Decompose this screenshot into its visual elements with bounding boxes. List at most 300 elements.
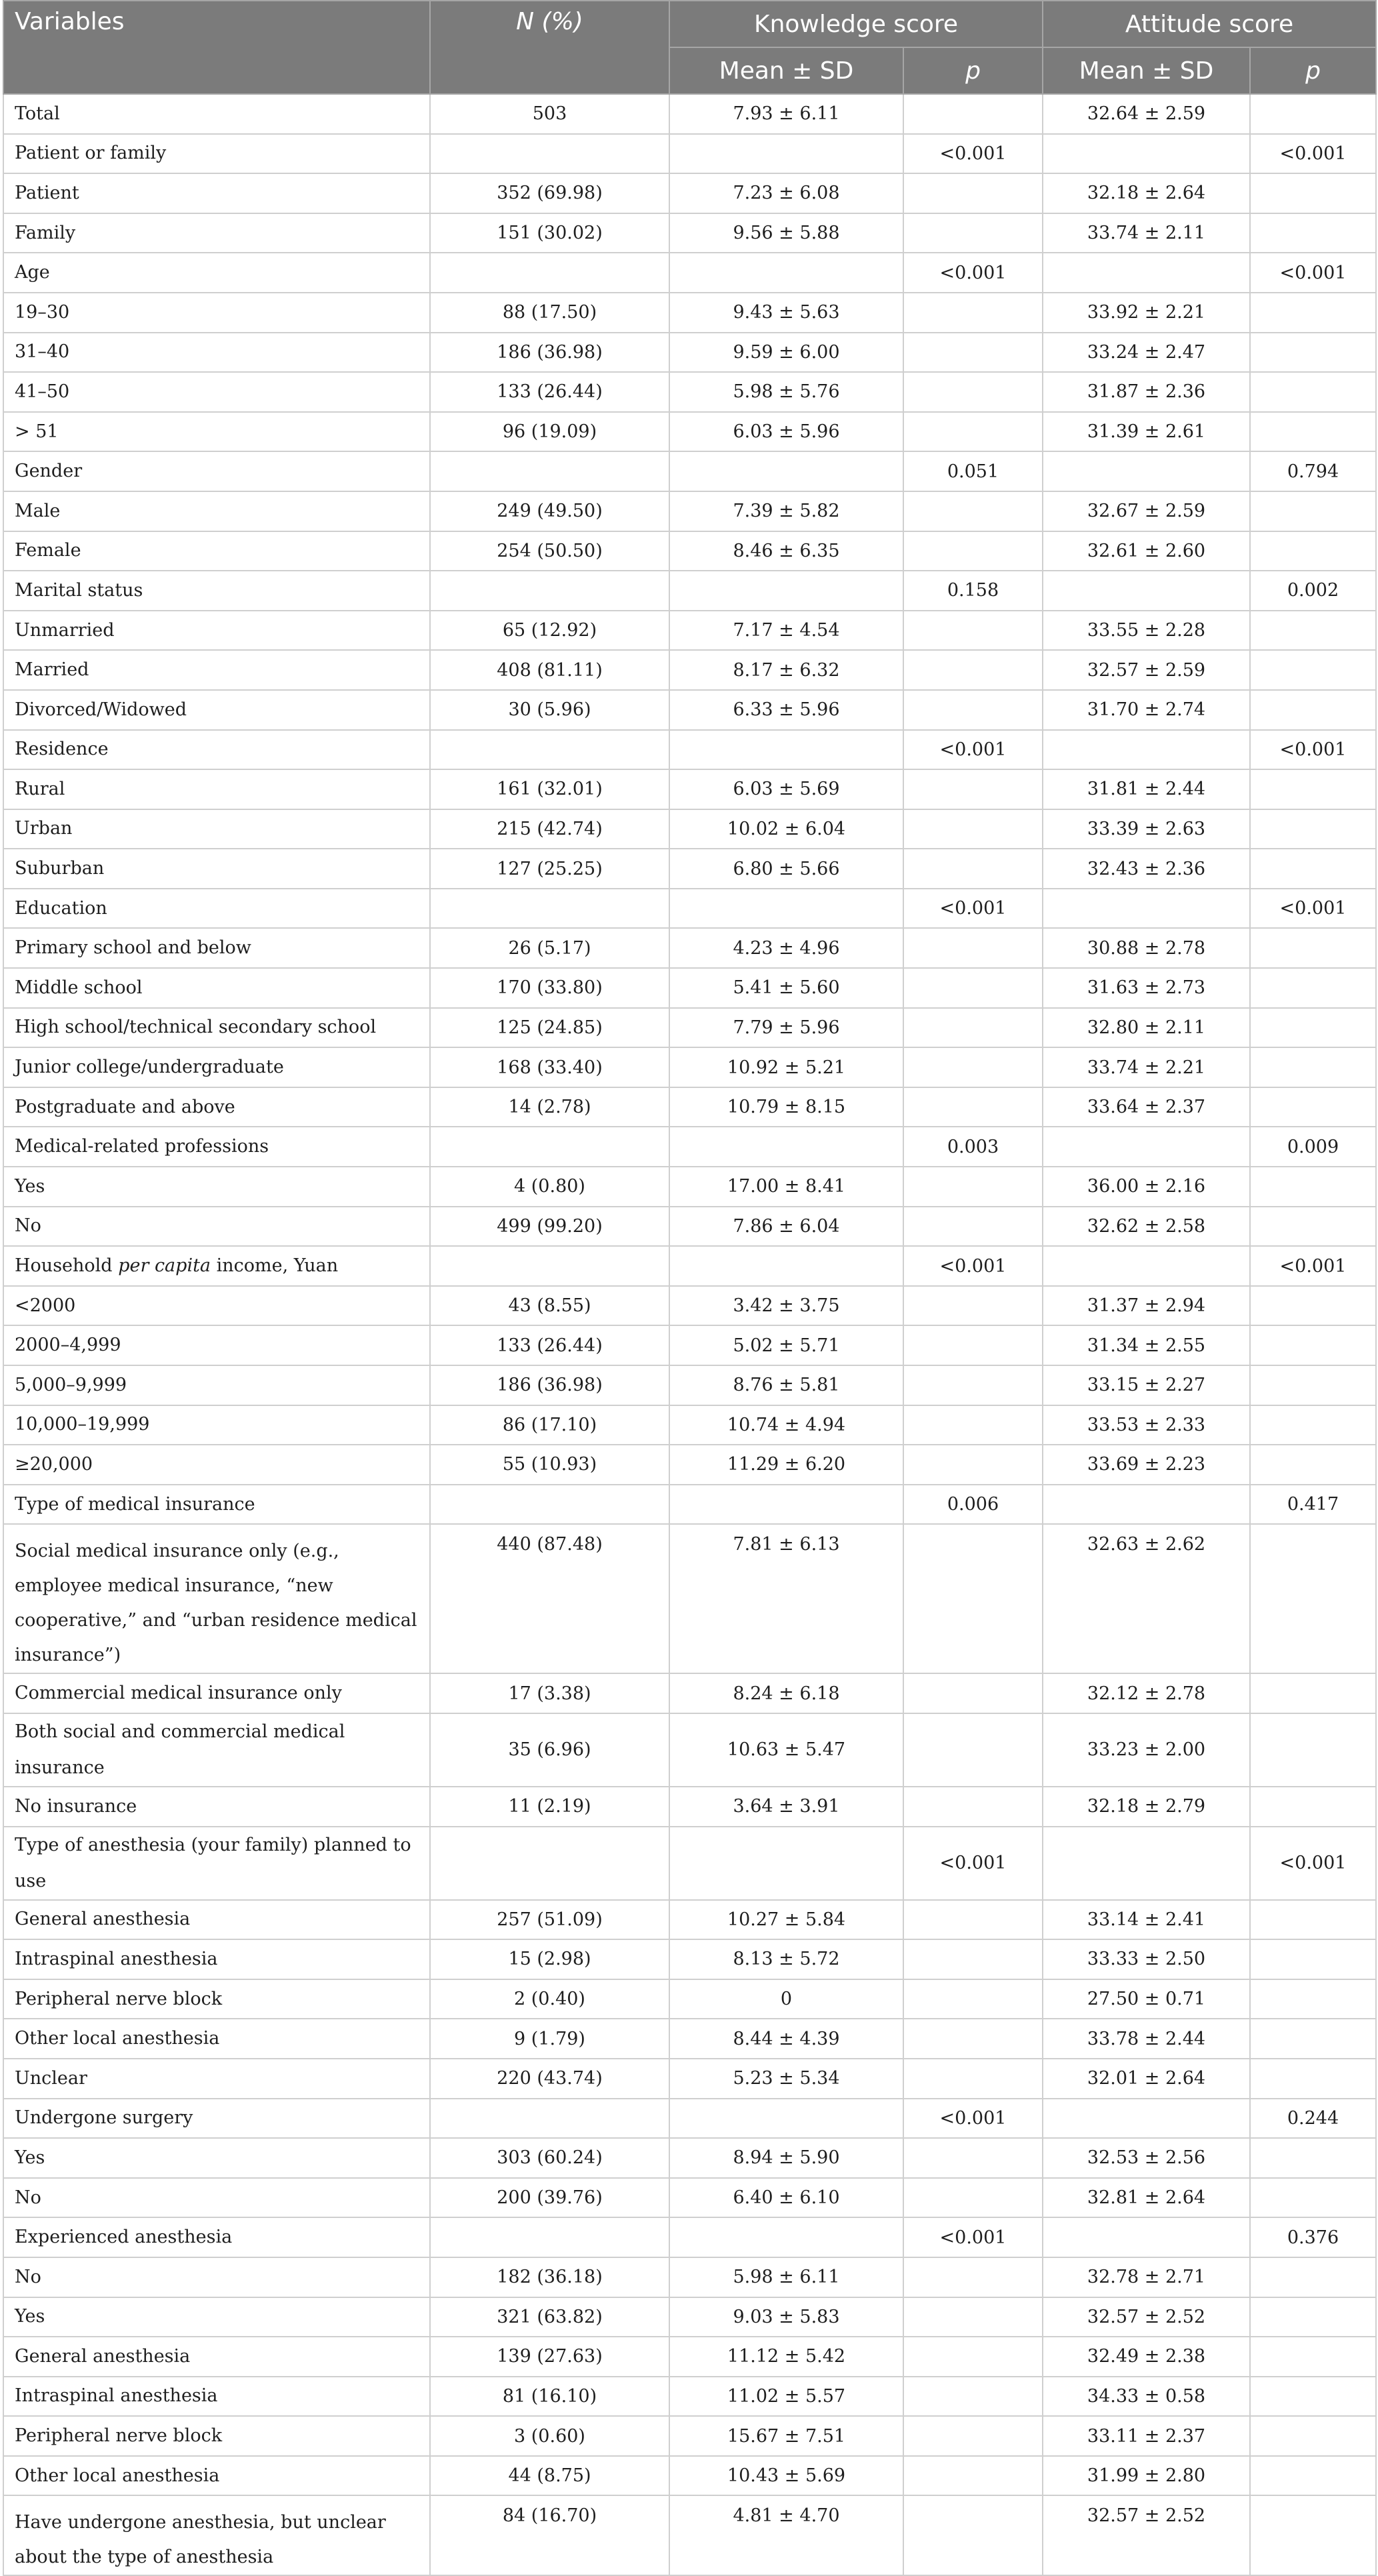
table-row bbox=[3, 1787, 1376, 1827]
row-label-cell: 41–50 bbox=[3, 372, 430, 412]
row-label-cell: Female bbox=[3, 531, 430, 571]
table-row bbox=[3, 491, 1376, 531]
row-n-cell: 161 (32.01) bbox=[430, 769, 669, 809]
row-label-cell: Have undergone anesthesia, but unclear about the type of anesthesia bbox=[3, 2495, 430, 2575]
table-row bbox=[3, 412, 1376, 452]
row-attitude-p-cell bbox=[1250, 690, 1376, 730]
row-knowledge-p-cell bbox=[903, 1524, 1043, 1673]
row-knowledge-mean-cell: 4.23 ± 4.96 bbox=[669, 928, 903, 968]
row-knowledge-mean-cell: 8.44 ± 4.39 bbox=[669, 2019, 903, 2059]
row-n-cell bbox=[430, 134, 669, 174]
row-label-cell: Total bbox=[3, 94, 430, 134]
row-attitude-p-cell: 0.244 bbox=[1250, 2099, 1376, 2139]
row-label-cell: 2000–4,999 bbox=[3, 1325, 430, 1365]
data-table bbox=[3, 0, 1377, 2576]
row-n-cell: 43 (8.55) bbox=[430, 1286, 669, 1326]
row-knowledge-mean-cell: 8.13 ± 5.72 bbox=[669, 1939, 903, 1979]
row-knowledge-p-cell: <0.001 bbox=[903, 253, 1043, 293]
header-variables: Variables bbox=[3, 1, 430, 94]
row-attitude-p-cell bbox=[1250, 2456, 1376, 2496]
row-knowledge-mean-cell bbox=[669, 134, 903, 174]
row-label-cell: Suburban bbox=[3, 849, 430, 889]
row-knowledge-p-cell bbox=[903, 1673, 1043, 1713]
row-knowledge-p-cell bbox=[903, 611, 1043, 651]
row-knowledge-mean-cell: 10.79 ± 8.15 bbox=[669, 1087, 903, 1127]
row-attitude-p-cell: 0.417 bbox=[1250, 1485, 1376, 1525]
row-label-cell: No bbox=[3, 2257, 430, 2297]
table-row bbox=[3, 1325, 1376, 1365]
row-knowledge-p-cell bbox=[903, 928, 1043, 968]
row-n-cell: 17 (3.38) bbox=[430, 1673, 669, 1713]
row-knowledge-mean-cell: 7.39 ± 5.82 bbox=[669, 491, 903, 531]
row-knowledge-p-cell bbox=[903, 333, 1043, 373]
row-knowledge-mean-cell: 11.29 ± 6.20 bbox=[669, 1445, 903, 1485]
row-knowledge-mean-cell: 9.59 ± 6.00 bbox=[669, 333, 903, 373]
table-row bbox=[3, 2059, 1376, 2099]
row-label-cell: Social medical insurance only (e.g., employee medical insurance, “new cooperative,” and “urban residence medical insurance”) bbox=[3, 1524, 430, 1673]
header-attitude-mean-sd: Mean ± SD bbox=[1043, 47, 1250, 94]
row-label-cell: General anesthesia bbox=[3, 1900, 430, 1940]
row-knowledge-mean-cell bbox=[669, 889, 903, 929]
row-label-cell: 10,000–19,999 bbox=[3, 1405, 430, 1445]
row-attitude-p-cell: <0.001 bbox=[1250, 1246, 1376, 1286]
row-attitude-p-cell: <0.001 bbox=[1250, 1827, 1376, 1900]
table-row bbox=[3, 611, 1376, 651]
row-knowledge-mean-cell: 5.41 ± 5.60 bbox=[669, 968, 903, 1008]
row-attitude-mean-cell: 32.63 ± 2.62 bbox=[1043, 1524, 1250, 1673]
table-row bbox=[3, 333, 1376, 373]
row-attitude-mean-cell bbox=[1043, 571, 1250, 611]
table-row bbox=[3, 1713, 1376, 1787]
table-row bbox=[3, 1445, 1376, 1485]
row-n-cell: 86 (17.10) bbox=[430, 1405, 669, 1445]
row-attitude-mean-cell: 32.81 ± 2.64 bbox=[1043, 2178, 1250, 2218]
row-n-cell: 220 (43.74) bbox=[430, 2059, 669, 2099]
row-knowledge-p-cell: <0.001 bbox=[903, 1246, 1043, 1286]
row-n-cell: 186 (36.98) bbox=[430, 333, 669, 373]
row-n-cell bbox=[430, 1127, 669, 1167]
row-n-cell: 30 (5.96) bbox=[430, 690, 669, 730]
row-knowledge-mean-cell: 6.33 ± 5.96 bbox=[669, 690, 903, 730]
table-row bbox=[3, 213, 1376, 253]
table-row bbox=[3, 2099, 1376, 2139]
row-attitude-p-cell bbox=[1250, 2377, 1376, 2417]
row-attitude-p-cell bbox=[1250, 1087, 1376, 1127]
row-attitude-p-cell bbox=[1250, 531, 1376, 571]
row-attitude-mean-cell: 33.53 ± 2.33 bbox=[1043, 1405, 1250, 1445]
row-attitude-p-cell bbox=[1250, 2257, 1376, 2297]
row-knowledge-p-cell: <0.001 bbox=[903, 1827, 1043, 1900]
table-row bbox=[3, 889, 1376, 929]
row-label-cell: Intraspinal anesthesia bbox=[3, 1939, 430, 1979]
row-knowledge-p-cell bbox=[903, 2416, 1043, 2456]
row-label-cell: Junior college/undergraduate bbox=[3, 1047, 430, 1087]
row-knowledge-p-cell bbox=[903, 809, 1043, 849]
row-knowledge-mean-cell: 3.42 ± 3.75 bbox=[669, 1286, 903, 1326]
row-label-cell: Yes bbox=[3, 1167, 430, 1207]
row-knowledge-p-cell: 0.158 bbox=[903, 571, 1043, 611]
row-knowledge-mean-cell: 5.02 ± 5.71 bbox=[669, 1325, 903, 1365]
row-attitude-mean-cell: 30.88 ± 2.78 bbox=[1043, 928, 1250, 968]
row-n-cell: 200 (39.76) bbox=[430, 2178, 669, 2218]
row-attitude-p-cell bbox=[1250, 2416, 1376, 2456]
row-attitude-mean-cell: 32.57 ± 2.52 bbox=[1043, 2495, 1250, 2575]
row-knowledge-mean-cell bbox=[669, 730, 903, 770]
row-attitude-p-cell bbox=[1250, 1207, 1376, 1247]
row-knowledge-mean-cell: 8.24 ± 6.18 bbox=[669, 1673, 903, 1713]
table-row bbox=[3, 690, 1376, 730]
row-knowledge-mean-cell: 7.23 ± 6.08 bbox=[669, 173, 903, 213]
row-n-cell: 15 (2.98) bbox=[430, 1939, 669, 1979]
table-row bbox=[3, 1979, 1376, 2019]
row-n-cell: 321 (63.82) bbox=[430, 2297, 669, 2337]
row-attitude-p-cell bbox=[1250, 1405, 1376, 1445]
row-n-cell: 11 (2.19) bbox=[430, 1787, 669, 1827]
row-label-text: Household bbox=[15, 1255, 113, 1277]
row-knowledge-p-cell bbox=[903, 1900, 1043, 1940]
row-attitude-mean-cell: 33.64 ± 2.37 bbox=[1043, 1087, 1250, 1127]
row-knowledge-p-cell bbox=[903, 968, 1043, 1008]
row-knowledge-p-cell bbox=[903, 412, 1043, 452]
table-row bbox=[3, 2019, 1376, 2059]
row-label-cell: General anesthesia bbox=[3, 2337, 430, 2377]
row-attitude-p-cell: <0.001 bbox=[1250, 889, 1376, 929]
row-knowledge-p-cell bbox=[903, 1087, 1043, 1127]
row-knowledge-p-cell bbox=[903, 491, 1043, 531]
row-knowledge-mean-cell: 10.74 ± 4.94 bbox=[669, 1405, 903, 1445]
row-n-cell: 35 (6.96) bbox=[430, 1713, 669, 1787]
row-knowledge-mean-cell bbox=[669, 1827, 903, 1900]
table-row bbox=[3, 94, 1376, 134]
row-knowledge-mean-cell: 11.02 ± 5.57 bbox=[669, 2377, 903, 2417]
row-knowledge-mean-cell bbox=[669, 2217, 903, 2257]
row-knowledge-p-cell bbox=[903, 769, 1043, 809]
row-n-cell: 499 (99.20) bbox=[430, 1207, 669, 1247]
row-n-cell: 55 (10.93) bbox=[430, 1445, 669, 1485]
row-attitude-mean-cell: 33.33 ± 2.50 bbox=[1043, 1939, 1250, 1979]
row-knowledge-mean-cell: 5.23 ± 5.34 bbox=[669, 2059, 903, 2099]
row-label-cell: 19–30 bbox=[3, 293, 430, 333]
table-row bbox=[3, 1246, 1376, 1286]
row-label-cell: Family bbox=[3, 213, 430, 253]
row-knowledge-p-cell bbox=[903, 1047, 1043, 1087]
row-label-cell: Middle school bbox=[3, 968, 430, 1008]
row-knowledge-mean-cell: 5.98 ± 5.76 bbox=[669, 372, 903, 412]
row-knowledge-p-cell bbox=[903, 2257, 1043, 2297]
row-n-cell: 254 (50.50) bbox=[430, 531, 669, 571]
table-row bbox=[3, 2257, 1376, 2297]
row-label-cell: Rural bbox=[3, 769, 430, 809]
header-attitude-score: Attitude score bbox=[1043, 1, 1376, 47]
row-n-cell: 127 (25.25) bbox=[430, 849, 669, 889]
row-attitude-mean-cell bbox=[1043, 889, 1250, 929]
row-attitude-p-cell bbox=[1250, 1167, 1376, 1207]
row-n-cell: 2 (0.40) bbox=[430, 1979, 669, 2019]
row-attitude-mean-cell: 31.34 ± 2.55 bbox=[1043, 1325, 1250, 1365]
row-knowledge-mean-cell: 8.76 ± 5.81 bbox=[669, 1365, 903, 1405]
header-attitude-p-text: p bbox=[1305, 57, 1321, 85]
row-attitude-mean-cell: 32.64 ± 2.59 bbox=[1043, 94, 1250, 134]
row-attitude-mean-cell: 33.23 ± 2.00 bbox=[1043, 1713, 1250, 1787]
row-attitude-mean-cell bbox=[1043, 451, 1250, 491]
row-attitude-mean-cell: 31.63 ± 2.73 bbox=[1043, 968, 1250, 1008]
table-row bbox=[3, 769, 1376, 809]
row-knowledge-mean-cell: 6.80 ± 5.66 bbox=[669, 849, 903, 889]
row-n-cell: 65 (12.92) bbox=[430, 611, 669, 651]
row-attitude-mean-cell: 36.00 ± 2.16 bbox=[1043, 1167, 1250, 1207]
row-attitude-mean-cell: 31.99 ± 2.80 bbox=[1043, 2456, 1250, 2496]
row-knowledge-p-cell bbox=[903, 1167, 1043, 1207]
table-row bbox=[3, 2178, 1376, 2218]
row-label-cell bbox=[3, 1246, 430, 1286]
row-knowledge-mean-cell: 6.03 ± 5.69 bbox=[669, 769, 903, 809]
row-attitude-p-cell bbox=[1250, 173, 1376, 213]
row-label-rest: income, Yuan bbox=[216, 1255, 339, 1277]
table-row bbox=[3, 1827, 1376, 1900]
row-label-cell: No insurance bbox=[3, 1787, 430, 1827]
row-n-cell: 303 (60.24) bbox=[430, 2138, 669, 2178]
row-n-cell: 139 (27.63) bbox=[430, 2337, 669, 2377]
table-row bbox=[3, 1207, 1376, 1247]
row-knowledge-mean-cell: 7.79 ± 5.96 bbox=[669, 1008, 903, 1048]
row-n-cell: 125 (24.85) bbox=[430, 1008, 669, 1048]
row-knowledge-mean-cell: 5.98 ± 6.11 bbox=[669, 2257, 903, 2297]
row-knowledge-p-cell bbox=[903, 849, 1043, 889]
row-attitude-p-cell bbox=[1250, 213, 1376, 253]
row-attitude-p-cell bbox=[1250, 1365, 1376, 1405]
row-attitude-p-cell bbox=[1250, 928, 1376, 968]
row-label-cell: Type of medical insurance bbox=[3, 1485, 430, 1525]
row-label-cell: Peripheral nerve block bbox=[3, 2416, 430, 2456]
table-row bbox=[3, 2456, 1376, 2496]
row-knowledge-mean-cell: 10.43 ± 5.69 bbox=[669, 2456, 903, 2496]
row-knowledge-p-cell bbox=[903, 1008, 1043, 1048]
row-knowledge-p-cell: 0.006 bbox=[903, 1485, 1043, 1525]
row-attitude-p-cell bbox=[1250, 412, 1376, 452]
row-attitude-mean-cell: 32.53 ± 2.56 bbox=[1043, 2138, 1250, 2178]
header-knowledge-mean-sd: Mean ± SD bbox=[669, 47, 903, 94]
row-attitude-mean-cell: 27.50 ± 0.71 bbox=[1043, 1979, 1250, 2019]
row-n-cell bbox=[430, 730, 669, 770]
table-row bbox=[3, 1286, 1376, 1326]
row-attitude-p-cell: 0.376 bbox=[1250, 2217, 1376, 2257]
row-attitude-p-cell bbox=[1250, 611, 1376, 651]
row-attitude-p-cell bbox=[1250, 1713, 1376, 1787]
row-n-cell bbox=[430, 2099, 669, 2139]
row-attitude-p-cell bbox=[1250, 650, 1376, 690]
row-knowledge-p-cell: <0.001 bbox=[903, 2099, 1043, 2139]
row-knowledge-p-cell: <0.001 bbox=[903, 730, 1043, 770]
row-label-cell: Married bbox=[3, 650, 430, 690]
table-row bbox=[3, 134, 1376, 174]
row-n-cell: 88 (17.50) bbox=[430, 293, 669, 333]
row-attitude-p-cell: <0.001 bbox=[1250, 253, 1376, 293]
row-attitude-mean-cell: 31.70 ± 2.74 bbox=[1043, 690, 1250, 730]
row-knowledge-mean-cell bbox=[669, 1246, 903, 1286]
row-label-cell: Yes bbox=[3, 2138, 430, 2178]
row-attitude-p-cell bbox=[1250, 372, 1376, 412]
row-n-cell: 44 (8.75) bbox=[430, 2456, 669, 2496]
row-attitude-p-cell bbox=[1250, 2138, 1376, 2178]
row-knowledge-p-cell bbox=[903, 94, 1043, 134]
row-knowledge-mean-cell bbox=[669, 451, 903, 491]
row-label-cell: Medical-related professions bbox=[3, 1127, 430, 1167]
row-n-cell bbox=[430, 1246, 669, 1286]
row-label-cell: Other local anesthesia bbox=[3, 2019, 430, 2059]
table-row bbox=[3, 293, 1376, 333]
row-attitude-p-cell bbox=[1250, 1047, 1376, 1087]
row-n-cell: 133 (26.44) bbox=[430, 1325, 669, 1365]
row-knowledge-p-cell bbox=[903, 1286, 1043, 1326]
table-row bbox=[3, 1127, 1376, 1167]
table-row bbox=[3, 1167, 1376, 1207]
row-attitude-mean-cell: 32.12 ± 2.78 bbox=[1043, 1673, 1250, 1713]
row-knowledge-p-cell: <0.001 bbox=[903, 2217, 1043, 2257]
row-n-cell: 168 (33.40) bbox=[430, 1047, 669, 1087]
table-row bbox=[3, 1405, 1376, 1445]
row-attitude-p-cell: 0.794 bbox=[1250, 451, 1376, 491]
row-label-cell: Postgraduate and above bbox=[3, 1087, 430, 1127]
row-knowledge-mean-cell: 9.43 ± 5.63 bbox=[669, 293, 903, 333]
row-n-cell: 96 (19.09) bbox=[430, 412, 669, 452]
row-n-cell: 503 bbox=[430, 94, 669, 134]
row-attitude-mean-cell: 33.74 ± 2.21 bbox=[1043, 1047, 1250, 1087]
row-n-cell: 186 (36.98) bbox=[430, 1365, 669, 1405]
row-knowledge-p-cell: <0.001 bbox=[903, 889, 1043, 929]
row-n-cell bbox=[430, 571, 669, 611]
row-attitude-p-cell bbox=[1250, 1787, 1376, 1827]
row-attitude-mean-cell: 33.11 ± 2.37 bbox=[1043, 2416, 1250, 2456]
row-knowledge-p-cell bbox=[903, 1787, 1043, 1827]
row-label-cell: Commercial medical insurance only bbox=[3, 1673, 430, 1713]
row-knowledge-p-cell bbox=[903, 531, 1043, 571]
row-attitude-p-cell bbox=[1250, 968, 1376, 1008]
row-knowledge-mean-cell: 9.03 ± 5.83 bbox=[669, 2297, 903, 2337]
row-n-cell: 81 (16.10) bbox=[430, 2377, 669, 2417]
row-knowledge-p-cell bbox=[903, 650, 1043, 690]
table-row bbox=[3, 2217, 1376, 2257]
row-attitude-p-cell bbox=[1250, 1524, 1376, 1673]
row-label-cell: Patient bbox=[3, 173, 430, 213]
row-attitude-p-cell bbox=[1250, 2178, 1376, 2218]
row-label-cell: Urban bbox=[3, 809, 430, 849]
row-n-cell: 182 (36.18) bbox=[430, 2257, 669, 2297]
row-attitude-mean-cell: 32.78 ± 2.71 bbox=[1043, 2257, 1250, 2297]
row-n-cell: 215 (42.74) bbox=[430, 809, 669, 849]
row-label-cell: 5,000–9,999 bbox=[3, 1365, 430, 1405]
row-n-cell: 84 (16.70) bbox=[430, 2495, 669, 2575]
table-row bbox=[3, 2377, 1376, 2417]
row-attitude-p-cell bbox=[1250, 2019, 1376, 2059]
row-n-cell: 352 (69.98) bbox=[430, 173, 669, 213]
row-attitude-mean-cell: 32.49 ± 2.38 bbox=[1043, 2337, 1250, 2377]
table-row bbox=[3, 173, 1376, 213]
row-knowledge-mean-cell bbox=[669, 253, 903, 293]
row-label-cell: Education bbox=[3, 889, 430, 929]
row-knowledge-mean-cell: 7.93 ± 6.11 bbox=[669, 94, 903, 134]
row-n-cell: 14 (2.78) bbox=[430, 1087, 669, 1127]
row-label-cell: Other local anesthesia bbox=[3, 2456, 430, 2496]
table-row bbox=[3, 372, 1376, 412]
table-row bbox=[3, 1485, 1376, 1525]
row-label-cell: High school/technical secondary school bbox=[3, 1008, 430, 1048]
header-knowledge-score: Knowledge score bbox=[669, 1, 1043, 47]
table-row bbox=[3, 2495, 1376, 2575]
row-attitude-mean-cell: 31.39 ± 2.61 bbox=[1043, 412, 1250, 452]
row-attitude-mean-cell: 33.74 ± 2.11 bbox=[1043, 213, 1250, 253]
row-knowledge-mean-cell: 11.12 ± 5.42 bbox=[669, 2337, 903, 2377]
row-n-cell: 257 (51.09) bbox=[430, 1900, 669, 1940]
row-attitude-mean-cell: 32.57 ± 2.59 bbox=[1043, 650, 1250, 690]
table-row bbox=[3, 1524, 1376, 1673]
row-knowledge-p-cell bbox=[903, 1445, 1043, 1485]
row-n-cell: 408 (81.11) bbox=[430, 650, 669, 690]
row-attitude-mean-cell: 32.18 ± 2.79 bbox=[1043, 1787, 1250, 1827]
row-label-cell: 31–40 bbox=[3, 333, 430, 373]
row-attitude-mean-cell: 33.78 ± 2.44 bbox=[1043, 2019, 1250, 2059]
table-row bbox=[3, 968, 1376, 1008]
row-attitude-mean-cell: 32.57 ± 2.52 bbox=[1043, 2297, 1250, 2337]
table-row bbox=[3, 849, 1376, 889]
header-attitude-p bbox=[1250, 47, 1376, 94]
row-attitude-p-cell: <0.001 bbox=[1250, 134, 1376, 174]
row-knowledge-mean-cell: 10.27 ± 5.84 bbox=[669, 1900, 903, 1940]
row-knowledge-mean-cell: 7.17 ± 4.54 bbox=[669, 611, 903, 651]
table-row bbox=[3, 2297, 1376, 2337]
row-attitude-mean-cell: 34.33 ± 0.58 bbox=[1043, 2377, 1250, 2417]
row-attitude-mean-cell: 32.67 ± 2.59 bbox=[1043, 491, 1250, 531]
row-attitude-mean-cell: 33.69 ± 2.23 bbox=[1043, 1445, 1250, 1485]
row-n-cell bbox=[430, 889, 669, 929]
row-label-cell: Unmarried bbox=[3, 611, 430, 651]
row-n-cell bbox=[430, 1827, 669, 1900]
row-knowledge-p-cell bbox=[903, 2495, 1043, 2575]
row-label-cell: Peripheral nerve block bbox=[3, 1979, 430, 2019]
row-n-cell bbox=[430, 1485, 669, 1525]
row-knowledge-mean-cell: 7.86 ± 6.04 bbox=[669, 1207, 903, 1247]
row-label-cell: Male bbox=[3, 491, 430, 531]
row-knowledge-mean-cell: 7.81 ± 6.13 bbox=[669, 1524, 903, 1673]
row-knowledge-p-cell bbox=[903, 1713, 1043, 1787]
row-label-cell: Unclear bbox=[3, 2059, 430, 2099]
row-attitude-p-cell bbox=[1250, 1673, 1376, 1713]
row-attitude-mean-cell bbox=[1043, 1127, 1250, 1167]
row-n-cell: 133 (26.44) bbox=[430, 372, 669, 412]
row-knowledge-mean-cell: 6.03 ± 5.96 bbox=[669, 412, 903, 452]
row-attitude-mean-cell: 33.14 ± 2.41 bbox=[1043, 1900, 1250, 1940]
row-knowledge-p-cell bbox=[903, 372, 1043, 412]
row-attitude-mean-cell bbox=[1043, 2217, 1250, 2257]
table-row bbox=[3, 1008, 1376, 1048]
row-knowledge-mean-cell: 8.17 ± 6.32 bbox=[669, 650, 903, 690]
row-knowledge-mean-cell: 6.40 ± 6.10 bbox=[669, 2178, 903, 2218]
table-row bbox=[3, 2138, 1376, 2178]
table-row bbox=[3, 1047, 1376, 1087]
row-label-cell: Residence bbox=[3, 730, 430, 770]
row-attitude-p-cell bbox=[1250, 491, 1376, 531]
row-attitude-p-cell bbox=[1250, 849, 1376, 889]
row-knowledge-p-cell bbox=[903, 2059, 1043, 2099]
row-knowledge-p-cell bbox=[903, 213, 1043, 253]
row-knowledge-mean-cell bbox=[669, 1127, 903, 1167]
row-attitude-mean-cell: 31.81 ± 2.44 bbox=[1043, 769, 1250, 809]
row-knowledge-p-cell bbox=[903, 2337, 1043, 2377]
row-knowledge-mean-cell bbox=[669, 1485, 903, 1525]
row-knowledge-mean-cell: 0 bbox=[669, 1979, 903, 2019]
row-label-cell: No bbox=[3, 1207, 430, 1247]
row-knowledge-mean-cell: 3.64 ± 3.91 bbox=[669, 1787, 903, 1827]
row-label-cell: Divorced/Widowed bbox=[3, 690, 430, 730]
